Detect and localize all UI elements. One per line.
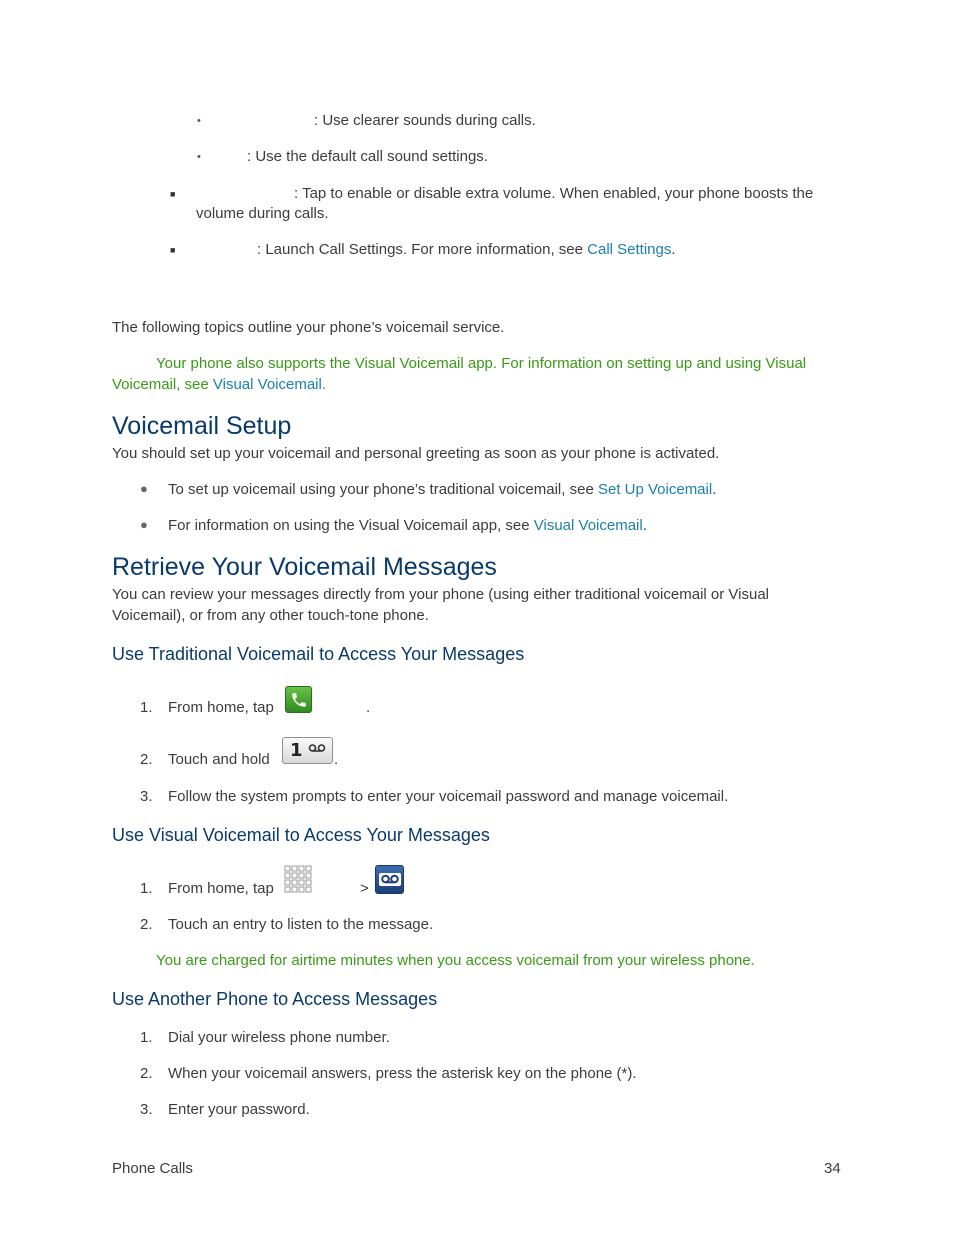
step-number: 2. xyxy=(140,916,153,933)
setup-bullet-1: To set up voicemail using your phone’s traditional voicemail, see Set Up Voicemail. xyxy=(168,481,717,498)
visual-step-2: Touch an entry to listen to the message. xyxy=(168,916,434,933)
bullet-circle: ● xyxy=(140,517,148,532)
step-number: 3. xyxy=(140,1101,153,1118)
visual-heading: Use Visual Voicemail to Access Your Messages xyxy=(112,825,490,845)
voicemail-glyph xyxy=(379,873,401,886)
phone-icon xyxy=(285,686,312,713)
step-number: 2. xyxy=(140,751,153,768)
note-line-1: Your phone also supports the Visual Voicemail app. For information on setting up and using Visual xyxy=(156,355,807,372)
retrieve-para-1: You can review your messages directly from your phone (using either traditional voicemail or Visual xyxy=(112,586,769,603)
another-phone-heading: Use Another Phone to Access Messages xyxy=(112,989,438,1009)
visual-voicemail-link-2[interactable]: Visual Voicemail xyxy=(533,517,643,534)
voicemail-setup-heading: Voicemail Setup xyxy=(112,412,292,440)
bullet-dot: • xyxy=(197,151,201,163)
airtime-note: You are charged for airtime minutes when you access voicemail from your wireless phone. xyxy=(156,952,755,969)
step-number: 1. xyxy=(140,1029,153,1046)
apps-grid-icon xyxy=(284,865,314,895)
extra-volume-desc: : Tap to enable or disable extra volume. When enabled, your phone boosts the xyxy=(294,185,814,202)
trad-step-1-end: . xyxy=(366,699,371,716)
intro-text: The following topics outline your phone’s voicemail service. xyxy=(112,319,505,336)
voicemail-app-icon xyxy=(375,865,404,894)
set-up-voicemail-link[interactable]: Set Up Voicemail xyxy=(597,481,713,498)
keypad-one-voicemail-icon xyxy=(282,737,333,764)
step-number: 1. xyxy=(140,880,153,897)
visual-voicemail-link[interactable]: Visual Voicemail xyxy=(212,376,322,393)
square-bullet: ■ xyxy=(170,189,176,199)
call-settings-link[interactable]: Call Settings xyxy=(587,241,672,258)
enhanced-sound-desc: : Use clearer sounds during calls. xyxy=(314,112,536,129)
bullet-dot: • xyxy=(197,115,201,127)
extra-volume-desc-cont: volume during calls. xyxy=(196,205,329,222)
default-sound-desc: : Use the default call sound settings. xyxy=(247,148,488,165)
footer-section: Phone Calls xyxy=(112,1160,193,1177)
traditional-heading: Use Traditional Voicemail to Access Your Messages xyxy=(112,644,525,664)
another-step-1: Dial your wireless phone number. xyxy=(168,1029,390,1046)
trad-step-2-end: . xyxy=(334,751,339,768)
setup-bullet-2: For information on using the Visual Voicemail app, see Visual Voicemail. xyxy=(168,517,647,534)
settings-desc: : Launch Call Settings. For more information, see Call Settings. xyxy=(257,241,676,258)
phone-glyph xyxy=(290,691,308,709)
note-line-2: Voicemail, see Visual Voicemail. xyxy=(112,376,327,393)
step-number: 3. xyxy=(140,788,153,805)
visual-step-1: From home, tap xyxy=(168,880,274,897)
menu-separator: > xyxy=(360,880,369,897)
another-step-2: When your voicemail answers, press the asterisk key on the phone (*). xyxy=(168,1065,637,1082)
another-step-3: Enter your password. xyxy=(168,1101,310,1118)
retrieve-para-2: Voicemail), or from any other touch-tone phone. xyxy=(112,607,429,624)
trad-step-3: Follow the system prompts to enter your voicemail password and manage voicemail. xyxy=(168,788,729,805)
page-number: 34 xyxy=(824,1160,841,1177)
setup-paragraph: You should set up your voicemail and personal greeting as soon as your phone is activated. xyxy=(112,445,720,462)
retrieve-heading: Retrieve Your Voicemail Messages xyxy=(112,553,497,581)
trad-step-1: From home, tap xyxy=(168,699,274,716)
key-label: 1 xyxy=(290,740,303,761)
step-number: 1. xyxy=(140,699,153,716)
voicemail-glyph xyxy=(308,743,326,753)
square-bullet: ■ xyxy=(170,245,176,255)
trad-step-2: Touch and hold xyxy=(168,751,270,768)
step-number: 2. xyxy=(140,1065,153,1082)
bullet-circle: ● xyxy=(140,481,148,496)
